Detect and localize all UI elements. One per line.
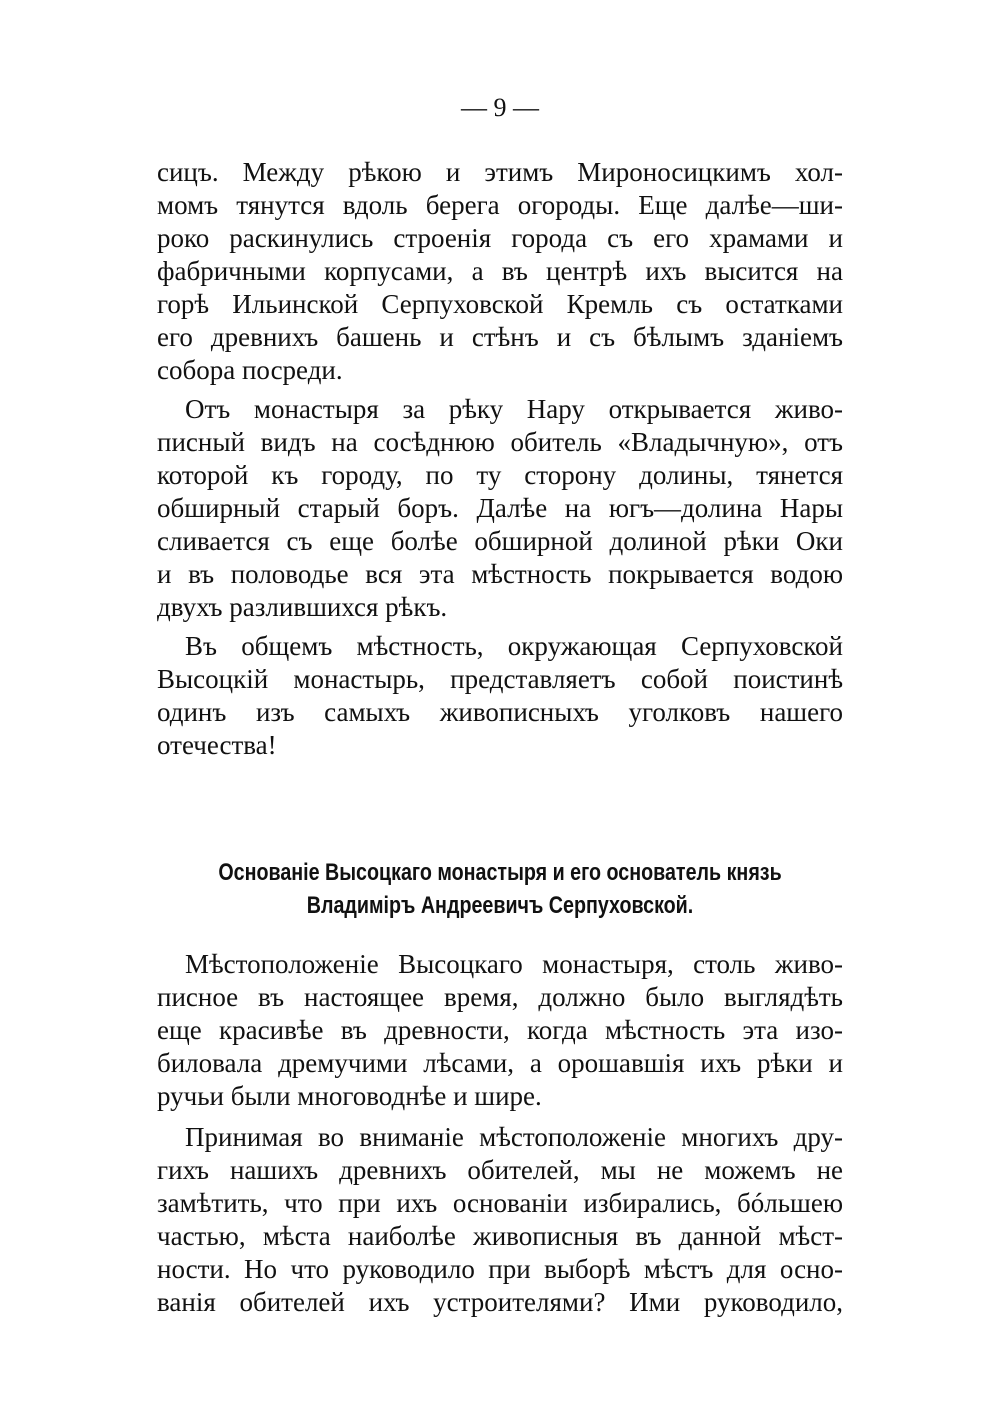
text-line: Мѣстоположеніе Высоцкаго монастыря, столь живо- bbox=[185, 949, 843, 979]
text-line: замѣтить, что при ихъ основаніи избирались, бóльшею bbox=[157, 1188, 843, 1218]
text-line: еще красивѣе въ древности, когда мѣстность эта изо- bbox=[157, 1015, 843, 1045]
text-line: биловала дремучими лѣсами, а орошавшія ихъ рѣки и bbox=[157, 1048, 843, 1078]
text-line: ванія обителей ихъ устроителями? Ими руководило, bbox=[157, 1287, 843, 1317]
section-heading-line-1: Основаніе Высоцкаго монастыря и его основатель князь bbox=[218, 859, 782, 886]
text-line: сливается съ еще болѣе обширной долиной рѣки Оки bbox=[157, 526, 843, 556]
text-line: Высоцкій монастырь, представляетъ собой поистинѣ bbox=[157, 664, 843, 694]
text-line: писный видъ на сосѣднюю обитель «Владычную», отъ bbox=[157, 427, 843, 457]
text-line: Принимая во вниманіе мѣстоположеніе многихъ дру- bbox=[185, 1122, 843, 1152]
text-line: двухъ разлившихся рѣкъ. bbox=[157, 592, 448, 622]
page-number: — 9 — bbox=[461, 93, 539, 122]
text-line: и въ половодье вся эта мѣстность покрывается водою bbox=[157, 559, 843, 589]
text-line: сицъ. Между рѣкою и этимъ Мироносицкимъ хол- bbox=[157, 157, 843, 187]
text-line: гихъ нашихъ древнихъ обителей, мы не можемъ не bbox=[157, 1155, 843, 1185]
text-line: обширный старый боръ. Далѣе на югъ—долина Нары bbox=[157, 493, 843, 523]
text-line: частью, мѣста наиболѣе живописныя въ данной мѣст- bbox=[157, 1221, 843, 1251]
text-line: ручьи были многоводнѣе и шире. bbox=[157, 1081, 542, 1111]
text-line: горѣ Ильинской Серпуховской Кремль съ остатками bbox=[157, 289, 843, 319]
text-line: которой къ городу, по ту сторону долины, тянется bbox=[157, 460, 843, 490]
text-line: ности. Но что руководило при выборѣ мѣстъ для осно- bbox=[157, 1254, 843, 1284]
text-line: фабричными корпусами, а въ центрѣ ихъ высится на bbox=[157, 256, 843, 286]
text-line: Въ общемъ мѣстность, окружающая Серпуховской bbox=[185, 631, 843, 661]
text-line: момъ тянутся вдоль берега огороды. Еще далѣе—ши- bbox=[157, 190, 843, 220]
text-line: его древнихъ башень и стѣнъ и съ бѣлымъ зданіемъ bbox=[157, 322, 843, 352]
text-line: Отъ монастыря за рѣку Нару открывается живо- bbox=[185, 394, 843, 424]
text-line: писное въ настоящее время, должно было выглядѣть bbox=[157, 982, 843, 1012]
text-line: отечества! bbox=[157, 730, 277, 760]
text-line: собора посреди. bbox=[157, 355, 343, 385]
section-heading-line-2: Владиміръ Андреевичъ Серпуховской. bbox=[306, 892, 694, 919]
text-line: одинъ изъ самыхъ живописныхъ уголковъ нашего bbox=[157, 697, 843, 727]
text-line: роко раскинулись строенія города съ его храмами и bbox=[157, 223, 843, 253]
